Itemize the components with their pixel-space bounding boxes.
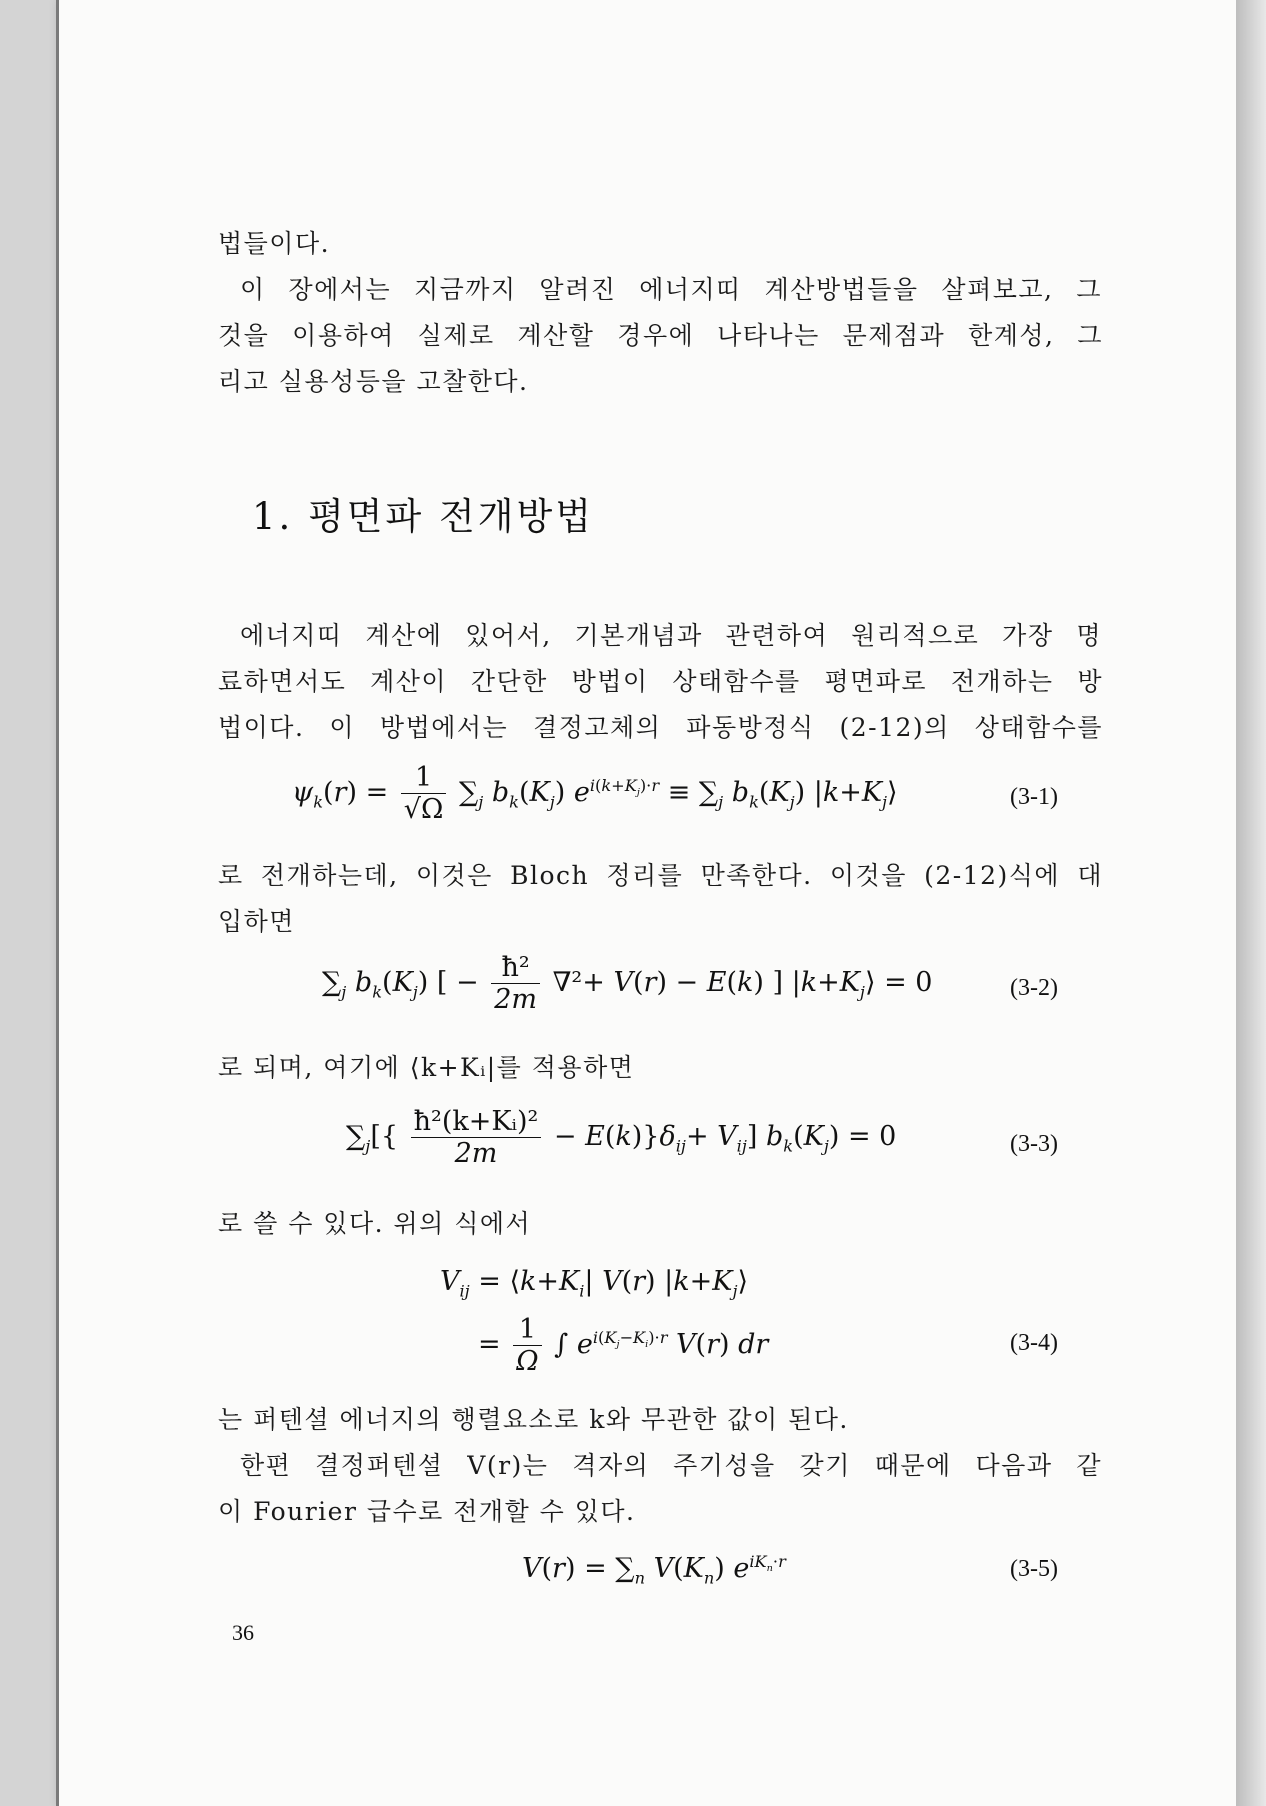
- equation-number-3-2: (3-2): [1010, 975, 1058, 1001]
- eq2-fraction: $\frac{\text{ħ²}}{2m}$: [491, 952, 540, 1015]
- section-title: 1. 평면파 전개방법: [252, 495, 595, 538]
- equation-number-3-1: (3-1): [1010, 784, 1058, 810]
- intro-line-3: 것을 이용하여 실제로 계산할 경우에 나타나는 문제점과 한계성, 그: [218, 321, 1103, 350]
- page-edge-shadow: [1236, 0, 1266, 1806]
- para1-line-2: 료하면서도 계산이 간단한 방법이 상태함수를 평면파로 전개하는 방: [218, 667, 1103, 696]
- equation-number-3-5: (3-5): [1010, 1556, 1058, 1582]
- para5-line-2: 한편 결정퍼텐셜 V(r)는 격자의 주기성을 갖기 때문에 다음과 같: [240, 1451, 1102, 1480]
- para1-line-1: 에너지띠 계산에 있어서, 기본개념과 관련하여 원리적으로 가장 명: [240, 621, 1102, 650]
- intro-line-1: 법들이다.: [218, 229, 331, 258]
- equation-3-1: $\psi_k(r)$ = $\frac{1}{√\Omega}$ $\sum_j$ $b_k(K_j) e^{i(k+K_j)\cdot r} \equiv \sum_j$ $b_k(K_j)$ $|k+K_j⟩$: [292, 762, 898, 825]
- para2-line-1: 로 전개하는데, 이것은 Bloch 정리를 만족한다. 이것을 (2-12)식에 대: [218, 861, 1103, 890]
- equation-3-3: $\sum_j$[{ $\frac{\text{ħ²(k+Kᵢ)²}}{2m}$ − $E(k)\}\delta_{ij}+ V_{ij}$] $b_k(K_j) = 0$: [346, 1106, 897, 1169]
- intro-line-4: 리고 실용성등을 고찰한다.: [218, 367, 529, 396]
- para1-line-3: 법이다. 이 방법에서는 결정고체의 파동방정식 (2-12)의 상태함수를: [218, 713, 1103, 742]
- equation-number-3-3: (3-3): [1010, 1131, 1058, 1157]
- intro-line-2: 이 장에서는 지금까지 알려진 에너지띠 계산방법들을 살펴보고, 그: [240, 275, 1102, 304]
- para2-line-2: 입하면: [218, 907, 295, 936]
- para5-line-1: 는 퍼텐셜 에너지의 행렬요소로 k와 무관한 값이 된다.: [218, 1405, 849, 1434]
- eq3-fraction: $\frac{\text{ħ²(k+Kᵢ)²}}{2m}$: [411, 1106, 542, 1169]
- para3-line-1: 로 되며, 여기에 ⟨k+Kᵢ|를 적용하면: [218, 1053, 635, 1082]
- para5-line-3: 이 Fourier 급수로 전개할 수 있다.: [218, 1497, 636, 1526]
- eq4-fraction: $\frac{1}{\Omega}$: [513, 1314, 541, 1377]
- equation-3-4-line-1: $V_{ij}$ = $⟨k+K_i|$ V(r) $|k+K_j⟩$: [440, 1266, 749, 1301]
- page-number: 36: [232, 1620, 254, 1645]
- eq1-fraction: $\frac{1}{√\Omega}$: [401, 762, 447, 825]
- para4-line-1: 로 쓸 수 있다. 위의 식에서: [218, 1209, 532, 1238]
- equation-3-2: $\sum_j$ $b_k(K_j)$ [ − $\frac{\text{ħ²}}{2m}$ ∇²+ V(r) − E(k) ] $|k+K_j⟩ = 0$: [322, 952, 933, 1015]
- equation-3-4-line-2: = $\frac{1}{\Omega}$ ∫ $e^{i(K_j-K_i)\cdot r}$ V(r) dr: [478, 1314, 769, 1377]
- equation-number-3-4: (3-4): [1010, 1330, 1058, 1356]
- equation-3-5: $V(r) = \sum_n$ $V(K_n)$ $e^{iK_n\cdot r}$: [522, 1552, 786, 1588]
